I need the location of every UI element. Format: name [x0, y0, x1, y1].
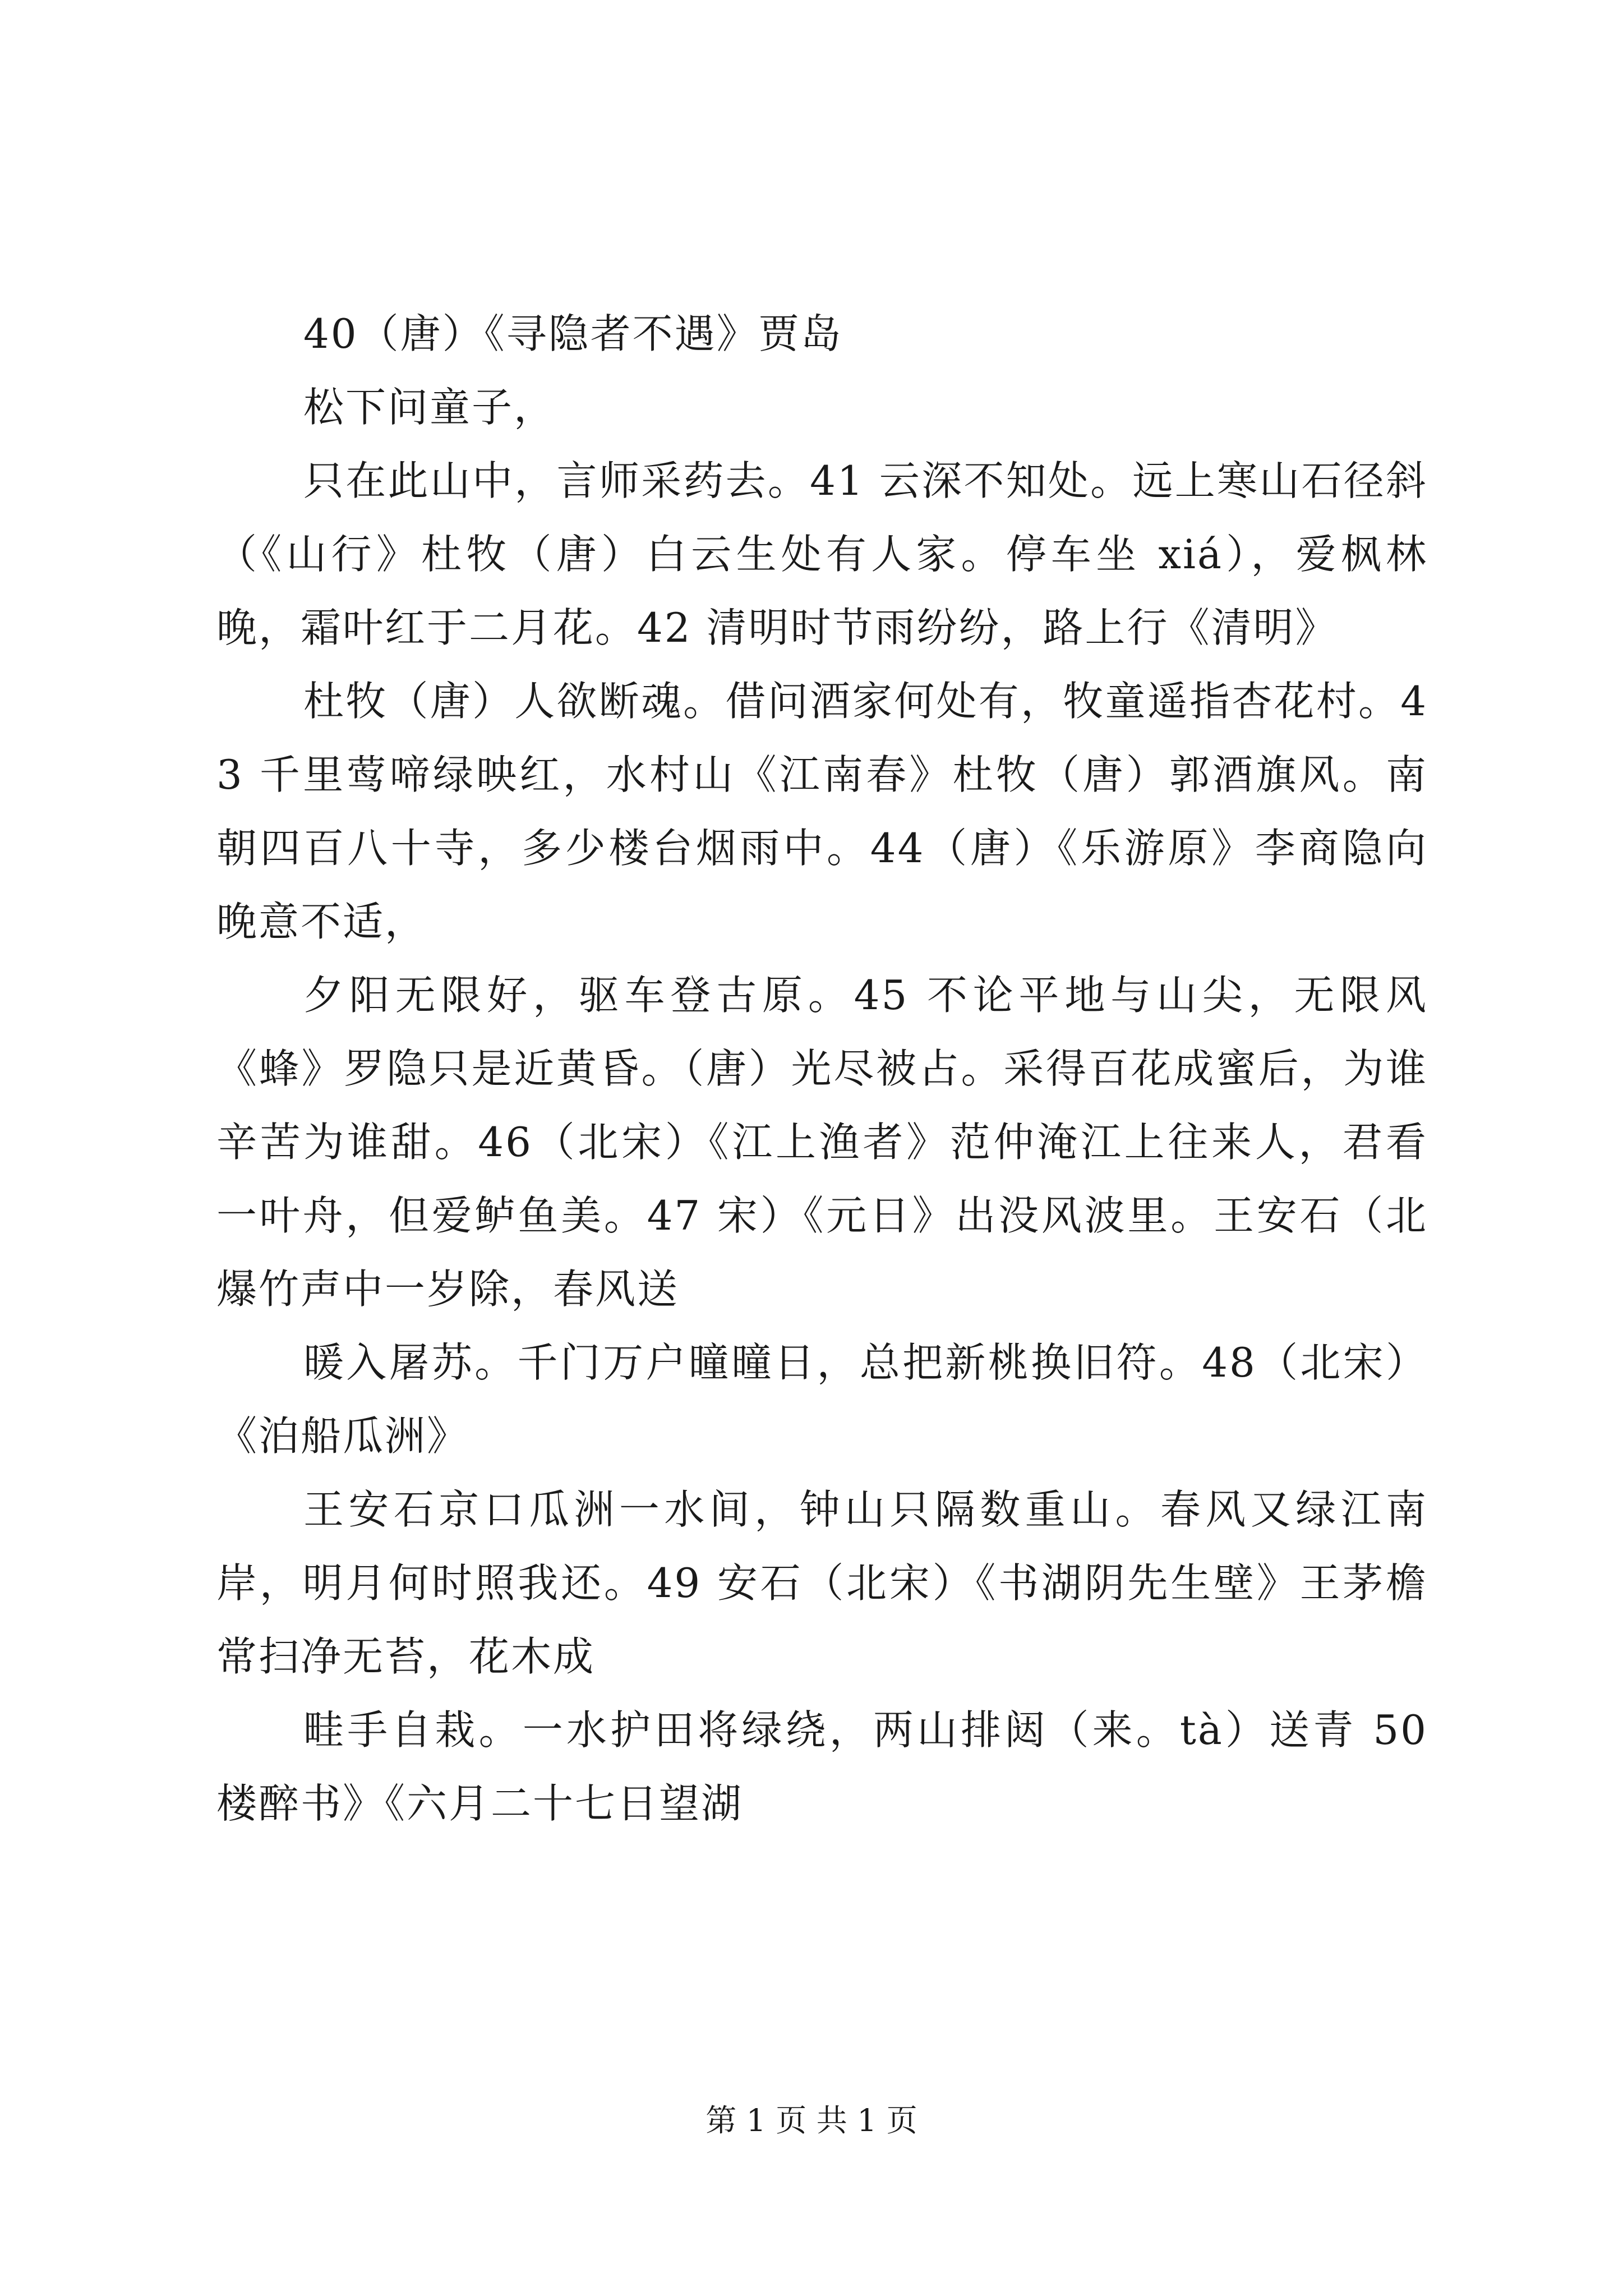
paragraph-1: 40（唐）《寻隐者不遇》贾岛: [303, 310, 843, 357]
paragraph-6: 暖入屠苏。千门万户曈曈日，总把新桃换旧符。48（北宋）《泊船瓜洲》: [216, 1339, 1428, 1460]
paragraph-7: 王安石京口瓜洲一水间，钟山只隔数重山。春风又绿江南岸，明月何时照我还。49 安石（北宋）《书湖阴先生壁》王茅檐常扫净无苔，花木成: [216, 1486, 1428, 1680]
document-body: [216, 297, 1428, 1841]
paragraph-4: 杜牧（唐）人欲断魂。借问酒家何处有，牧童遥指杏花村。43 千里莺啼绿映红，水村山《江南春》杜牧（唐）郭酒旗风。南朝四百八十寺，多少楼台烟雨中。44（唐）《乐游原》李商隐向晚意不适，: [216, 678, 1428, 945]
page-footer: [0, 2101, 1623, 2140]
paragraph-3: 只在此山中，言师采药去。41 云深不知处。远上寒山石径斜（《山行》杜牧（唐）白云生处有人家。停车坐 xiá），爱枫林晚，霜叶红于二月花。42 清明时节雨纷纷，路上行《清明》: [216, 457, 1428, 651]
paragraph-5: 夕阳无限好，驱车登古原。45 不论平地与山尖，无限风《蜂》罗隐只是近黄昏。（唐）光尽被占。采得百花成蜜后，为谁辛苦为谁甜。46（北宋）《江上渔者》范仲淹江上往来人，君看一叶舟，但爱鲈鱼美。47 宋）《元日》出没风波里。王安石（北爆竹声中一岁除，春风送: [216, 972, 1428, 1313]
page-number-label: 第 1 页 共 1 页: [706, 2102, 917, 2138]
paragraph-8: 畦手自栽。一水护田将绿绕，两山排闼（来。tà）送青 50 楼醉书》《六月二十七日望湖: [216, 1706, 1428, 1827]
paragraph-2: 松下问童子，: [303, 384, 556, 431]
